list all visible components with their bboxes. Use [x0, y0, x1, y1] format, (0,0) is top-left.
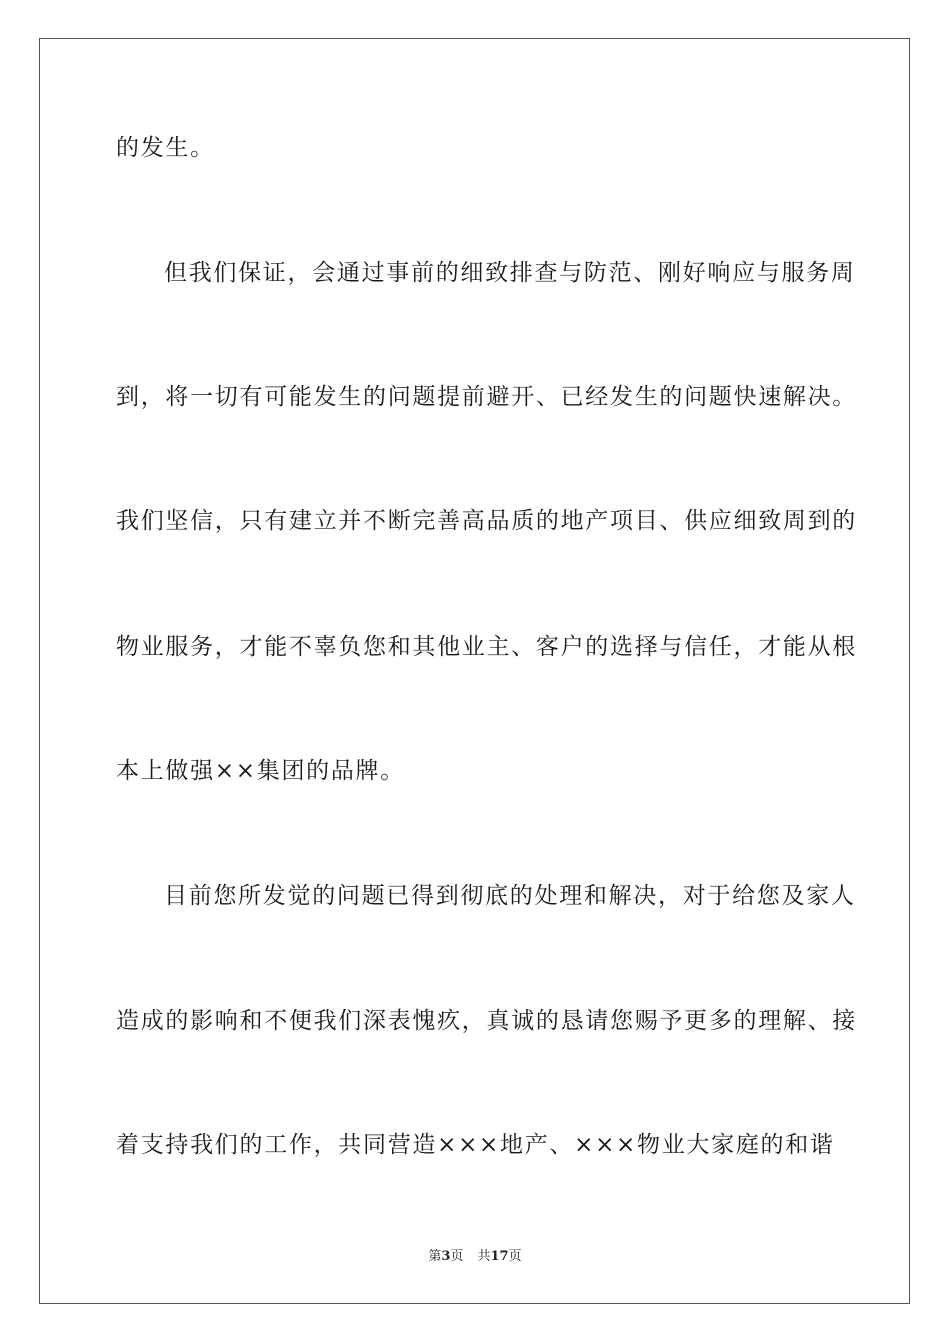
paragraph-line-7: 目前您所发觉的问题已得到彻底的处理和解决，对于给您及家人: [164, 883, 856, 909]
paragraph-line-8: 造成的影响和不便我们深表愧疚，真诚的恳请您赐予更多的理解、接: [116, 1008, 857, 1034]
page-footer: [0, 1248, 950, 1266]
total-pages: 17: [490, 1249, 509, 1264]
total-suffix: 页: [508, 1249, 522, 1264]
paragraph-line-9: 着支持我们的工作，共同营造×××地产、×××物业大家庭的和谐: [116, 1132, 835, 1158]
paragraph-line-1: 的发生。: [116, 135, 215, 161]
page-prefix: 第: [428, 1249, 442, 1264]
paragraph-line-5: 物业服务，才能不辜负您和其他业主、客户的选择与信任，才能从根: [116, 634, 857, 660]
paragraph-line-2: 但我们保证，会通过事前的细致排查与防范、刚好响应与服务周: [164, 260, 856, 286]
paragraph-line-4: 我们坚信，只有建立并不断完善高品质的地产项目、供应细致周到的: [116, 508, 857, 534]
paragraph-line-6: 本上做强××集团的品牌。: [116, 758, 405, 784]
paragraph-line-3: 到，将一切有可能发生的问题提前避开、已经发生的问题快速解决。: [116, 384, 857, 410]
page-border: [39, 38, 910, 1304]
total-prefix: 共: [477, 1249, 491, 1264]
page-suffix: 页: [450, 1249, 464, 1264]
page-number: 3: [441, 1249, 451, 1264]
